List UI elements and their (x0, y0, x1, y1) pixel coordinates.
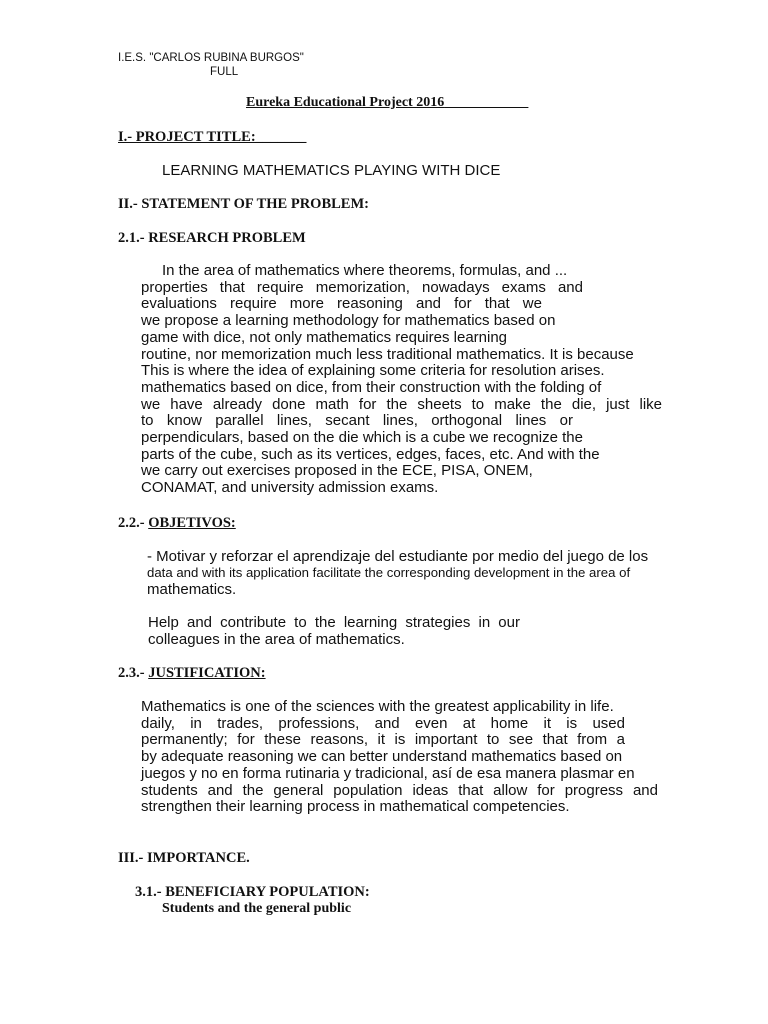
objective-1-line-1: - Motivar y reforzar el aprendizaje del estudiante por medio del juego de los (147, 548, 649, 565)
paragraph-line: juegos y no en forma rutinaria y tradicional, así de esa manera plasmar en (141, 764, 635, 782)
school-name-suffix: FULL (210, 66, 239, 78)
beneficiary-heading: 3.1.- BENEFICIARY POPULATION: (135, 884, 370, 900)
objective-2-paragraph (148, 615, 520, 648)
section-1-heading-line (118, 129, 306, 146)
paragraph-line: Help and contribute to the learning strategies in our (148, 614, 520, 631)
school-name: I.E.S. "CARLOS RUBINA BURGOS" (118, 52, 304, 64)
section-1-heading-underline: _______ (255, 129, 307, 145)
objective-1-line-2: data and with its application facilitate the corresponding development in the area of (147, 565, 631, 580)
paragraph-line: CONAMAT, and university admission exams. (141, 479, 439, 497)
paragraph-line: perpendiculars, based on the die which is a cube we recognize the (141, 429, 583, 447)
research-problem-paragraph (141, 263, 662, 497)
paragraph-line: strengthen their learning process in mathematical competencies. (141, 798, 570, 816)
project-title: LEARNING MATHEMATICS PLAYING WITH DICE (162, 162, 501, 179)
research-problem-heading: 2.1.- RESEARCH PROBLEM (118, 230, 306, 246)
paragraph-line: routine, nor memorization much less traditional mathematics. It is because (141, 345, 634, 363)
paragraph-line: game with dice, not only mathematics requires learning (141, 328, 508, 346)
paragraph-line: permanently; for these reasons, it is important to see that from a (141, 731, 625, 749)
objectives-heading-line (118, 515, 236, 532)
paragraph-line: mathematics based on dice, from their construction with the folding of (141, 378, 602, 396)
paragraph-line: properties that require memorization, nowadays exams and (141, 278, 583, 296)
justification-heading-number: 2.3.- (118, 665, 149, 681)
objectives-heading: OBJETIVOS: (148, 515, 236, 531)
paragraph-line: This is where the idea of explaining some criteria for resolution arises. (141, 362, 605, 380)
paragraph-line: colleagues in the area of mathematics. (148, 630, 405, 648)
document-title: Eureka Educational Project 2016 (246, 95, 445, 110)
paragraph-line: parts of the cube, such as its vertices, edges, faces, etc. And with the (141, 445, 600, 463)
justification-heading: JUSTIFICATION: (148, 665, 266, 681)
document-title-line (246, 95, 528, 111)
paragraph-line: Mathematics is one of the sciences with the greatest applicability in life. (141, 698, 614, 715)
section-2-heading: II.- STATEMENT OF THE PROBLEM: (118, 196, 369, 212)
section-3-heading: III.- IMPORTANCE. (118, 850, 250, 866)
paragraph-line: students and the general population ideas that allow for progress and (141, 781, 658, 799)
justification-heading-line (118, 665, 266, 682)
section-1-heading: I.- PROJECT TITLE: (118, 129, 256, 145)
paragraph-line: In the area of mathematics where theorems, formulas, and ... (162, 262, 568, 279)
objective-1-line-3: mathematics. (147, 581, 237, 598)
justification-paragraph (141, 699, 658, 816)
paragraph-line: evaluations require more reasoning and for that we (141, 295, 542, 313)
paragraph-line: daily, in trades, professions, and even at home it is used (141, 714, 625, 732)
paragraph-line: by adequate reasoning we can better understand mathematics based on (141, 748, 623, 766)
beneficiary-text: Students and the general public (162, 901, 352, 916)
document-title-underline: ____________ (444, 95, 529, 110)
paragraph-line: to know parallel lines, secant lines, orthogonal lines or (141, 412, 573, 430)
paragraph-line: we have already done math for the sheets to make the die, just like (141, 395, 662, 413)
objectives-heading-number: 2.2.- (118, 515, 149, 531)
paragraph-line: we carry out exercises proposed in the ECE, PISA, ONEM, (141, 462, 533, 480)
paragraph-line: we propose a learning methodology for mathematics based on (141, 312, 556, 330)
